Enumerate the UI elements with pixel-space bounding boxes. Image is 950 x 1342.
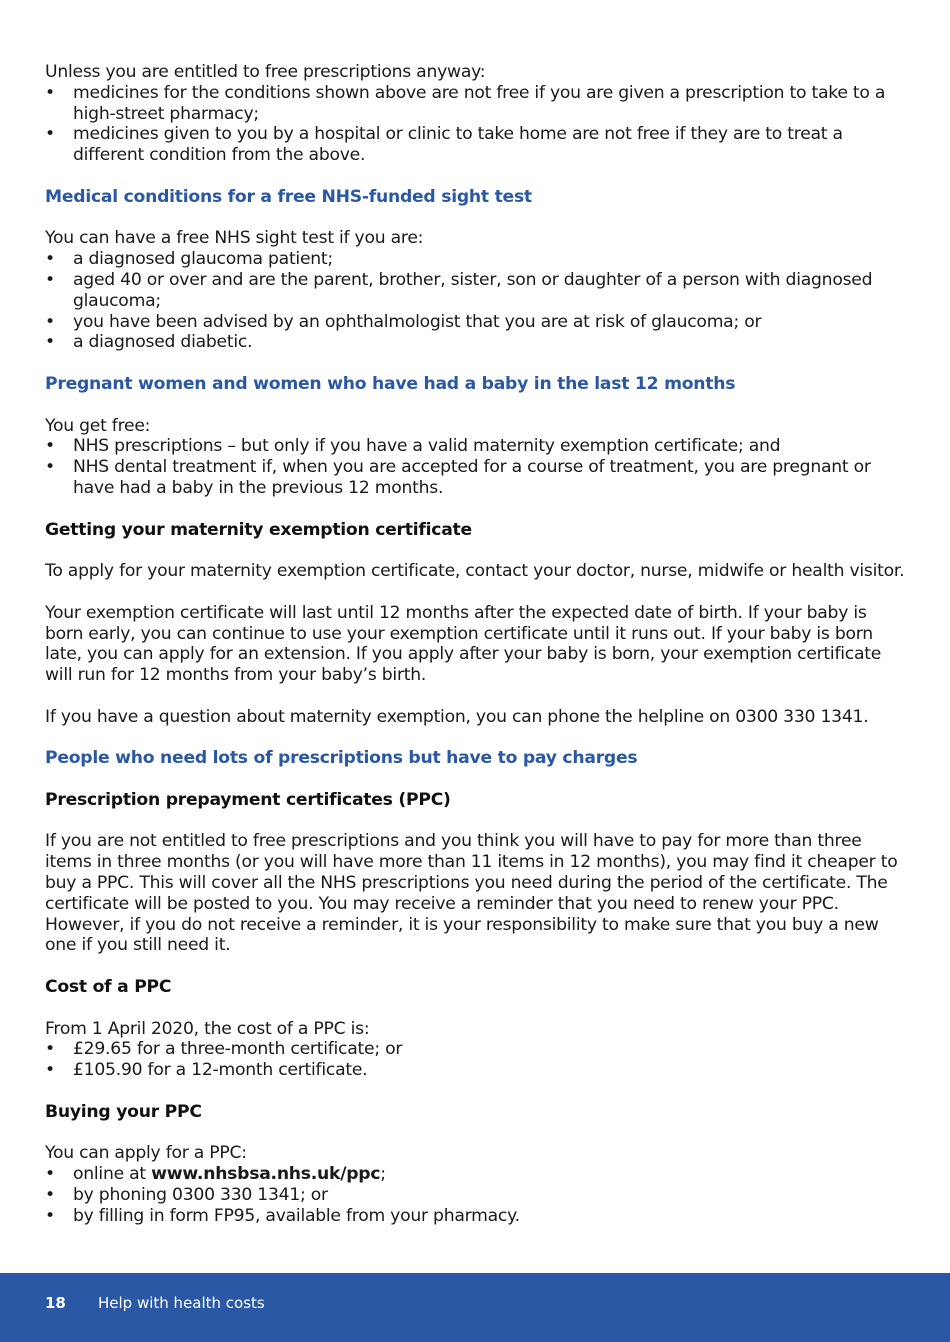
ppc-url-link[interactable]: www.nhsbsa.nhs.uk/ppc bbox=[151, 1164, 381, 1185]
ppc-heading: Prescription prepayment certificates (PPC) bbox=[45, 789, 451, 810]
list-item: • you have been advised by an ophthalmologist that you are at risk of glaucoma; or bbox=[45, 311, 762, 332]
ppc-cost-lead: From 1 April 2020, the cost of a PPC is: bbox=[45, 1018, 370, 1039]
intro-lead: Unless you are entitled to free prescriptions anyway: bbox=[45, 62, 486, 82]
list-item: • a diagnosed glaucoma patient; bbox=[45, 249, 333, 270]
bullet-icon: • bbox=[45, 457, 55, 478]
maternity-cert-para-1: To apply for your maternity exemption certificate, contact your doctor, nurse, midwife or health visitor. bbox=[45, 561, 905, 582]
bullet-icon: • bbox=[45, 249, 55, 270]
ppc-buy-heading: Buying your PPC bbox=[45, 1101, 202, 1122]
ppc-cost-heading: Cost of a PPC bbox=[45, 977, 172, 998]
list-item: • medicines for the conditions shown above are not free if you are given a prescription to take to a high-street pharmacy; bbox=[45, 82, 886, 124]
list-item: • online at www.nhsbsa.nhs.uk/ppc; bbox=[45, 1164, 386, 1185]
sight-test-list bbox=[45, 249, 907, 353]
list-item: • by phoning 0300 330 1341; or bbox=[45, 1185, 328, 1206]
list-item: • NHS dental treatment if, when you are accepted for a course of treatment, you are pregnant or have had a baby in the previous 12 months. bbox=[45, 457, 871, 498]
ppc-buy-lead: You can apply for a PPC: bbox=[45, 1143, 247, 1164]
maternity-cert-para-2: Your exemption certificate will last until 12 months after the expected date of birth. If your baby is born early, you can continue to use your exemption certificate until it runs out. If your baby is born late, you can apply for an extension. If you apply after your baby is born, your exemption certificate will run for 12 months from your baby’s birth. bbox=[45, 602, 882, 686]
bullet-icon: • bbox=[45, 1060, 55, 1081]
pregnant-lead: You get free: bbox=[45, 415, 151, 436]
ppc-buy-list bbox=[45, 1164, 907, 1226]
maternity-cert-heading: Getting your maternity exemption certificate bbox=[45, 519, 472, 540]
list-item: • medicines given to you by a hospital or clinic to take home are not free if they are to treat a different condition from the above. bbox=[45, 124, 843, 166]
bullet-icon: • bbox=[45, 1039, 55, 1060]
bullet-icon: • bbox=[45, 1205, 55, 1226]
list-item: • £29.65 for a three-month certificate; or bbox=[45, 1039, 403, 1060]
page-footer bbox=[0, 1273, 950, 1342]
pregnant-list bbox=[45, 436, 907, 498]
list-item: • a diagnosed diabetic. bbox=[45, 332, 253, 353]
footer-title: Help with health costs bbox=[98, 1294, 265, 1312]
ppc-para: If you are not entitled to free prescriptions and you think you will have to pay for more than three items in three months (or you will have more than 11 items in 12 months), you may find it cheaper to buy a PPC. This will cover all the NHS prescriptions you need during the period of the certificate. The certificate will be posted to you. You may receive a reminder that you need to renew your PPC. However, if you do not receive a reminder, it is your responsibility to make sure that you buy a new one if you still need it. bbox=[45, 831, 898, 956]
list-item: • £105.90 for a 12-month certificate. bbox=[45, 1060, 368, 1081]
pregnant-heading: Pregnant women and women who have had a baby in the last 12 months bbox=[45, 373, 736, 394]
bullet-icon: • bbox=[45, 269, 55, 290]
bullet-icon: • bbox=[45, 1185, 55, 1206]
bullet-icon: • bbox=[45, 124, 55, 145]
bullet-icon: • bbox=[45, 311, 55, 332]
list-item: • NHS prescriptions – but only if you have a valid maternity exemption certificate; and bbox=[45, 436, 781, 457]
bullet-icon: • bbox=[45, 82, 55, 103]
intro-list bbox=[45, 83, 907, 166]
bullet-icon: • bbox=[45, 436, 55, 457]
prescriptions-heading: People who need lots of prescriptions but have to pay charges bbox=[45, 748, 638, 769]
bullet-icon: • bbox=[45, 332, 55, 353]
maternity-cert-para-3: If you have a question about maternity exemption, you can phone the helpline on 0300 330 1341. bbox=[45, 706, 869, 727]
sight-test-lead: You can have a free NHS sight test if you are: bbox=[45, 228, 424, 249]
ppc-cost-list bbox=[45, 1039, 907, 1081]
page-content bbox=[45, 62, 907, 1227]
list-item: • aged 40 or over and are the parent, brother, sister, son or daughter of a person with diagnosed glaucoma; bbox=[45, 269, 873, 311]
sight-test-heading: Medical conditions for a free NHS-funded sight test bbox=[45, 186, 532, 207]
list-item: • by filling in form FP95, available from your pharmacy. bbox=[45, 1205, 520, 1226]
page-number: 18 bbox=[45, 1294, 66, 1312]
bullet-icon: • bbox=[45, 1164, 55, 1185]
